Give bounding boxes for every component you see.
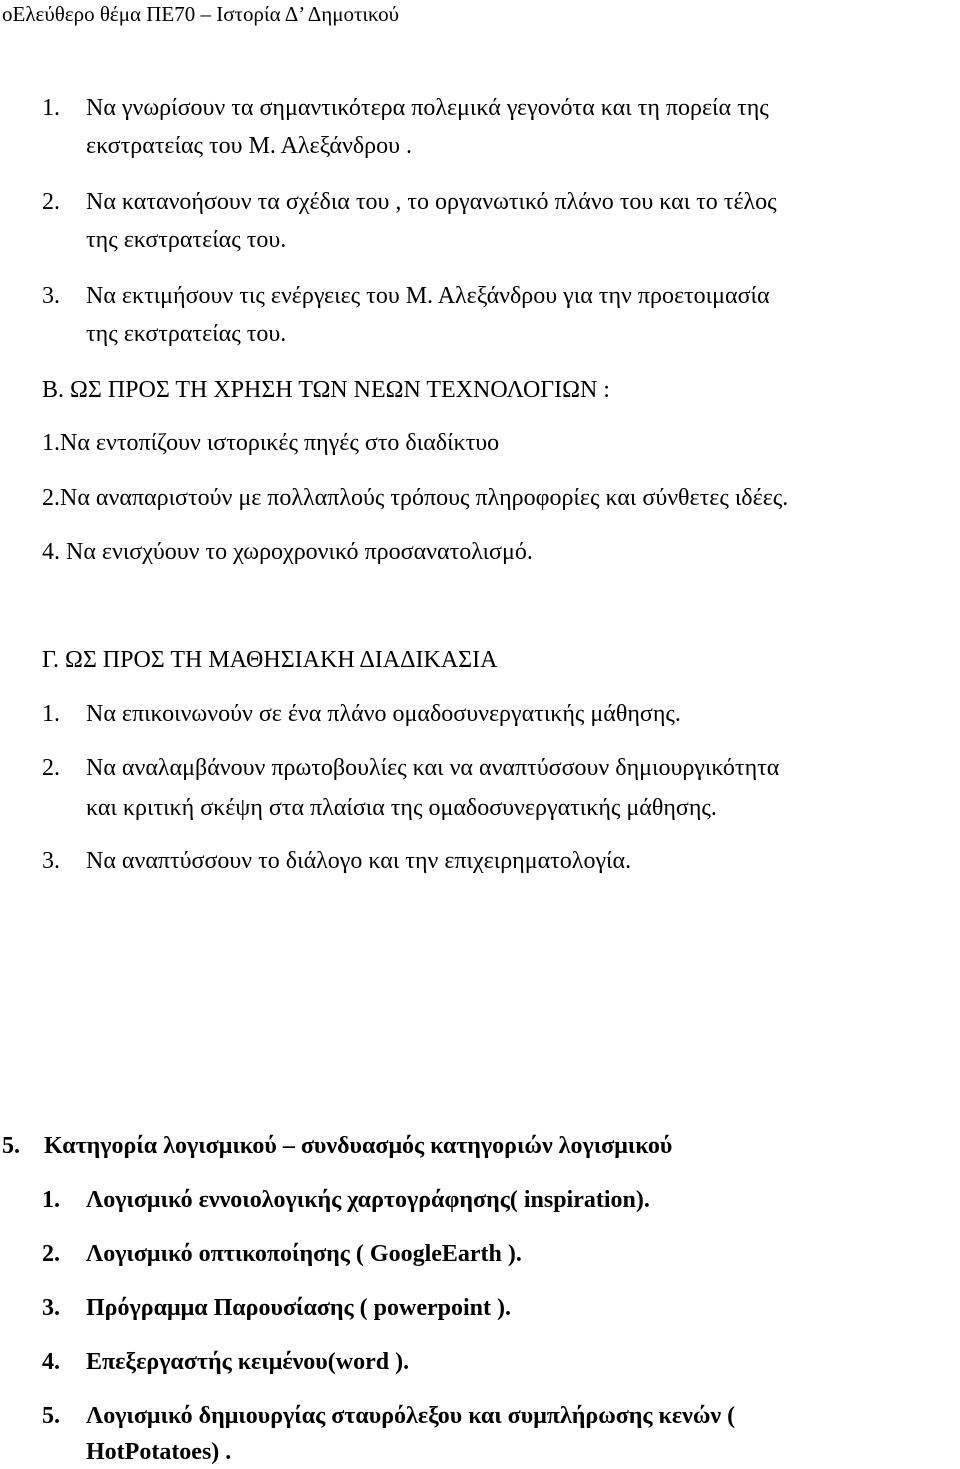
objective-a1-line1: Να γνωρίσουν τα σημαντικότερα πολεμικά γεγονότα και τη πορεία της bbox=[86, 95, 769, 121]
software-1-label: Λογισμικό εννοιολογικής χαρτογράφησης( inspiration). bbox=[86, 1187, 650, 1213]
objective-a1-number: 1. bbox=[42, 95, 60, 121]
objective-c2-number: 2. bbox=[42, 755, 60, 781]
objective-a2-line1: Να κατανοήσουν τα σχέδια του , το οργανωτικό πλάνο του και το τέλος bbox=[86, 189, 777, 215]
software-2-number: 2. bbox=[42, 1241, 60, 1267]
objective-c3-number: 3. bbox=[42, 848, 60, 874]
objective-c2-line1: Να αναλαμβάνουν πρωτοβουλίες και να αναπτύσσουν δημιουργικότητα bbox=[86, 755, 780, 781]
section-c-heading: Γ. ΩΣ ΠΡΟΣ ΤΗ ΜΑΘΗΣΙΑΚΗ ΔΙΑΔΙΚΑΣΙΑ bbox=[42, 647, 498, 673]
section-b-heading: Β. ΩΣ ΠΡΟΣ ΤΗ ΧΡΗΣΗ ΤΩΝ ΝΕΩΝ ΤΕΧΝΟΛΟΓΙΩΝ : bbox=[42, 377, 610, 403]
objective-b2: 2.Να αναπαριστούν με πολλαπλούς τρόπους πληροφορίες και σύνθετες ιδέες. bbox=[42, 485, 789, 511]
objective-b4: 4. Να ενισχύουν το χωροχρονικό προσανατολισμό. bbox=[42, 539, 533, 565]
software-4-number: 4. bbox=[42, 1349, 60, 1375]
objective-c2-line2: και κριτική σκέψη στα πλαίσια της ομαδοσυνεργατικής μάθησης. bbox=[86, 795, 717, 821]
objective-a3-number: 3. bbox=[42, 283, 60, 309]
software-3-number: 3. bbox=[42, 1295, 60, 1321]
software-2-label: Λογισμικό οπτικοποίησης ( GoogleEarth ). bbox=[86, 1241, 522, 1267]
objective-a2-number: 2. bbox=[42, 189, 60, 215]
objective-c1-number: 1. bbox=[42, 701, 60, 727]
software-5-number: 5. bbox=[42, 1403, 60, 1429]
software-4-label: Επεξεργαστής κειμένου(word ). bbox=[86, 1349, 410, 1375]
document-header: oΕλεύθερο θέμα ΠΕ70 – Ιστορία Δ’ Δημοτικού bbox=[2, 2, 400, 26]
objective-b1: 1.Να εντοπίζουν ιστορικές πηγές στο διαδίκτυο bbox=[42, 430, 500, 456]
objective-a2-line2: της εκστρατείας του. bbox=[86, 227, 287, 253]
section-5-number: 5. bbox=[2, 1133, 20, 1159]
software-5-label-line1: Λογισμικό δημιουργίας σταυρόλεξου και συμπλήρωσης κενών ( bbox=[86, 1403, 736, 1429]
software-5-label-line2: HotPotatoes) . bbox=[86, 1439, 232, 1465]
objective-c3-line1: Να αναπτύσσουν το διάλογο και την επιχειρηματολογία. bbox=[86, 848, 632, 874]
objective-a3-line1: Να εκτιμήσουν τις ενέργειες του Μ. Αλεξάνδρου για την προετοιμασία bbox=[86, 283, 770, 309]
objective-a3-line2: της εκστρατείας του. bbox=[86, 321, 287, 347]
objective-a1-line2: εκστρατείας του Μ. Αλεξάνδρου . bbox=[86, 133, 413, 159]
software-3-label: Πρόγραμμα Παρουσίασης ( powerpoint ). bbox=[86, 1295, 511, 1321]
software-1-number: 1. bbox=[42, 1187, 60, 1213]
section-5-heading: Κατηγορία λογισμικού – συνδυασμός κατηγοριών λογισμικού bbox=[44, 1133, 673, 1159]
objective-c1-line1: Να επικοινωνούν σε ένα πλάνο ομαδοσυνεργατικής μάθησης. bbox=[86, 701, 681, 727]
